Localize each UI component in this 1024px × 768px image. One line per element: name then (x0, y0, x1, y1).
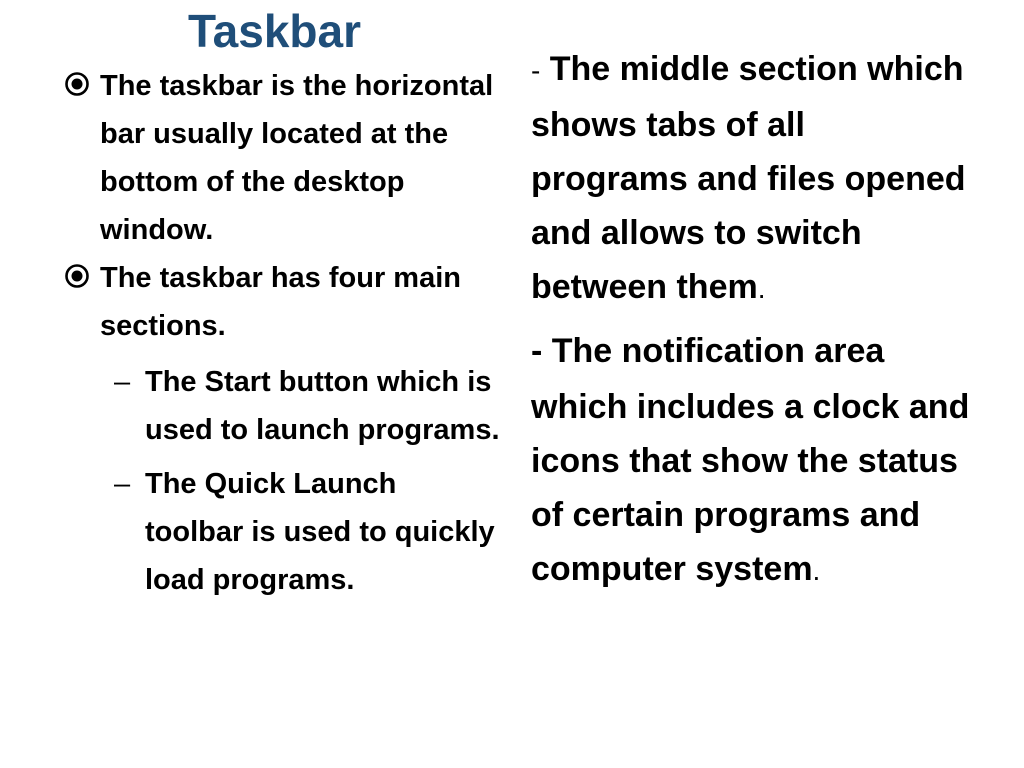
sub-item (60, 460, 500, 604)
paragraph-period: . (812, 555, 821, 586)
circle-dot-bullet-icon (64, 263, 90, 289)
middle-section-paragraph (531, 42, 971, 316)
paragraph-period: . (757, 273, 766, 304)
dash-marker: – (114, 366, 131, 398)
right-column (531, 42, 971, 606)
left-column (60, 62, 500, 610)
paragraph-text: - The notification area which includes a clock and icons that show the status of certain programs and computer system (531, 332, 970, 588)
paragraph-text: The middle section which shows tabs of all programs and files opened and allows to switch between them (531, 50, 966, 306)
notification-area-paragraph (531, 324, 971, 598)
bullet-text: The taskbar has four main sections. (100, 262, 461, 342)
sub-list (60, 358, 500, 604)
bullet-text: The taskbar is the horizontal bar usually located at the bottom of the desktop window. (100, 70, 494, 246)
circle-dot-bullet-icon (64, 71, 90, 97)
sub-item-text: The Quick Launch toolbar is used to quickly load programs. (145, 468, 495, 596)
sub-item (60, 358, 500, 454)
sub-item-text: The Start button which is used to launch programs. (145, 366, 500, 446)
dash-marker: - (531, 55, 541, 86)
slide-title: Taskbar (188, 5, 362, 57)
dash-marker: – (114, 468, 131, 500)
bullet-item (60, 62, 500, 254)
bullet-item (60, 254, 500, 350)
